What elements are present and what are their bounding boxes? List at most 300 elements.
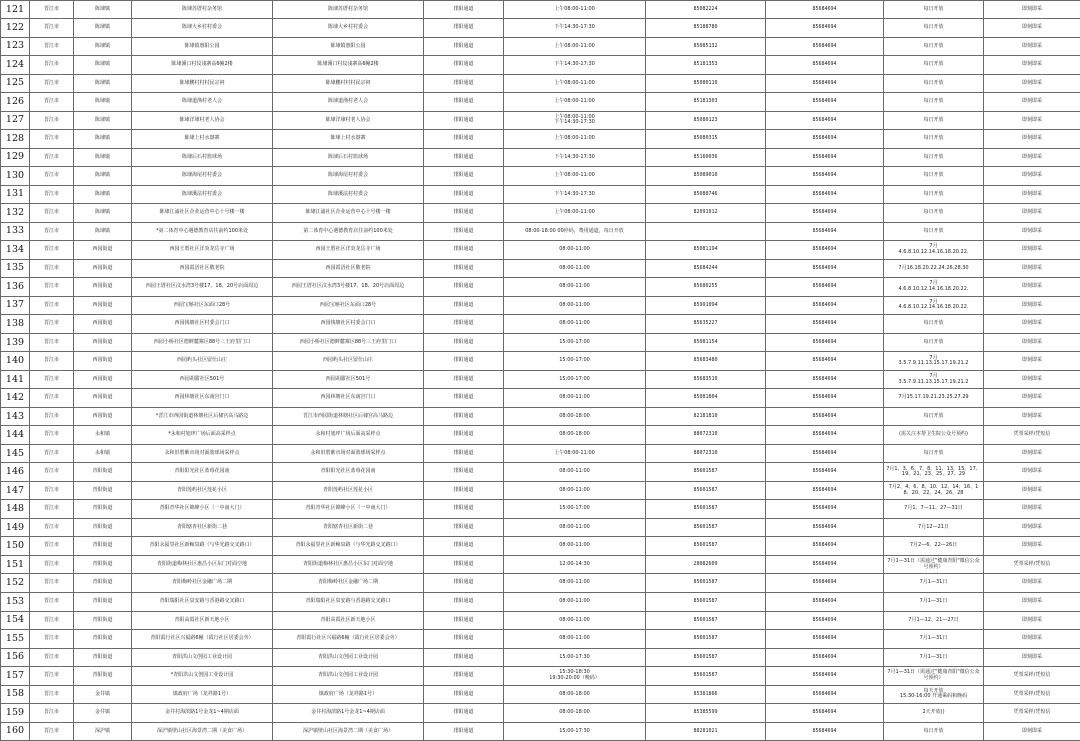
cell-row-number: 155 [1, 630, 30, 649]
cell-channel-type: 排阳通道 [424, 315, 504, 334]
cell-open-days: 每日开放 [884, 722, 984, 741]
table-row [1, 685, 1080, 704]
cell-channel-type: 排阳通道 [424, 685, 504, 704]
cell-contact-phone: 85601587 [646, 630, 766, 649]
cell-row-number: 122 [1, 19, 30, 38]
cell-town: 青阳街道 [74, 648, 132, 667]
cell-town: 西园街道 [74, 333, 132, 352]
cell-contact-phone [646, 222, 766, 241]
cell-row-number: 132 [1, 204, 30, 223]
cell-open-days: 每日开放 [884, 148, 984, 167]
cell-hotline: 85684694 [766, 185, 884, 204]
cell-contact-phone: 88072310 [646, 444, 766, 463]
cell-hotline: 85684694 [766, 667, 884, 686]
cell-sampling-mode: 即刻即采 [984, 389, 1080, 408]
cell-site-address: 陈埭道渔村老人会 [273, 93, 424, 112]
cell-service-hours: 上午08:00-11:00 [504, 204, 646, 223]
cell-town: 陈埭镇 [74, 130, 132, 149]
cell-site-name: 陈埭大乡村村委会 [132, 19, 273, 38]
cell-hotline: 85684694 [766, 1, 884, 19]
table-row [1, 574, 1080, 593]
cell-sampling-mode: 即刻即采 [984, 241, 1080, 260]
cell-site-name: 西园王厝社区洋炎龙岳寺广场 [132, 241, 273, 260]
cell-open-days: 7月1—31日 [884, 630, 984, 649]
cell-service-hours: 08:00-11:00 [504, 241, 646, 260]
cell-contact-phone: 85991094 [646, 296, 766, 315]
cell-hotline: 85684694 [766, 722, 884, 741]
cell-site-name: 陈埭镇惠阳公园 [132, 37, 273, 56]
cell-town: 青阳街道 [74, 574, 132, 593]
cell-contact-phone: 85081154 [646, 333, 766, 352]
cell-hotline: 85684694 [766, 222, 884, 241]
cell-service-hours: 15:00-17:30 [504, 648, 646, 667]
cell-site-address: 陈埭大乡村村委会 [273, 19, 424, 38]
cell-town: 青阳街道 [74, 500, 132, 519]
cell-channel-type: 排阳通道 [424, 278, 504, 297]
cell-site-address: 青阳阳光社区蓝莓花园南 [273, 463, 424, 482]
table-row [1, 630, 1080, 649]
cell-city: 晋江市 [30, 574, 74, 593]
cell-site-name: 青阳辖青社区新街二巷 [132, 518, 273, 537]
cell-town: 西园街道 [74, 389, 132, 408]
cell-row-number: 152 [1, 574, 30, 593]
cell-sampling-mode: 即刻即采 [984, 352, 1080, 371]
cell-contact-phone: 85601587 [646, 500, 766, 519]
cell-service-hours: 15:00-17:00 [504, 352, 646, 371]
cell-city: 晋江市 [30, 167, 74, 186]
cell-open-days: 7月1—12、21—27日 [884, 611, 984, 630]
table-row [1, 315, 1080, 334]
cell-row-number: 146 [1, 463, 30, 482]
cell-site-name: 西园屿头社区留仕山庄 [132, 352, 273, 371]
table-row [1, 370, 1080, 389]
cell-channel-type: 排阳通道 [424, 500, 504, 519]
cell-site-address: 青阳高霞社区新天地小区 [273, 611, 424, 630]
table-row [1, 463, 1080, 482]
cell-channel-type: 排阳通道 [424, 167, 504, 186]
cell-contact-phone: 85684244 [646, 259, 766, 278]
cell-site-address: 镇政府广场（龙祥路1号） [273, 685, 424, 704]
cell-site-name: 陈埭道渔村老人会 [132, 93, 273, 112]
cell-site-name: 陈埭溪口村坟浅寨高6幢2楼 [132, 56, 273, 75]
cell-sampling-mode: 即刻即采 [984, 130, 1080, 149]
cell-service-hours: 08:00-18:00 [504, 407, 646, 426]
cell-town: 陈埭镇 [74, 93, 132, 112]
cell-site-address: 金井村海滨路1号金龙1~4期店面 [273, 704, 424, 723]
cell-row-number: 127 [1, 111, 30, 130]
cell-service-hours: 08:00-11:00 [504, 296, 646, 315]
cell-contact-phone: 85385599 [646, 704, 766, 723]
cell-hotline: 85684694 [766, 130, 884, 149]
cell-open-days: 7月 4.6.8.10.12.14.16.18.20.22. [884, 241, 984, 260]
cell-service-hours: 上午08:00-11:00 [504, 37, 646, 56]
cell-row-number: 160 [1, 722, 30, 741]
cell-channel-type: 排阳通道 [424, 611, 504, 630]
cell-city: 晋江市 [30, 592, 74, 611]
cell-site-name: 西园林塘社区东南宫门口 [132, 389, 273, 408]
cell-contact-phone: 85082224 [646, 1, 766, 19]
cell-city: 晋江市 [30, 93, 74, 112]
cell-site-address: 西园小桥社区德鲜麓寨区88号三王府里门口 [273, 333, 424, 352]
cell-row-number: 147 [1, 481, 30, 500]
cell-channel-type: 排阳通道 [424, 444, 504, 463]
cell-open-days: 每日开放 [884, 333, 984, 352]
cell-hotline: 85684694 [766, 241, 884, 260]
cell-channel-type: 排阳通道 [424, 370, 504, 389]
cell-open-days: 7月12—21日 [884, 518, 984, 537]
cell-channel-type: 排阳通道 [424, 555, 504, 574]
cell-city: 晋江市 [30, 111, 74, 130]
cell-contact-phone: 85080110 [646, 74, 766, 93]
cell-site-address: 陈埭后石村篮球场 [273, 148, 424, 167]
cell-row-number: 135 [1, 259, 30, 278]
cell-city: 晋江市 [30, 537, 74, 556]
cell-open-days: 2天开放() [884, 704, 984, 723]
cell-sampling-mode: 即刻即采 [984, 537, 1080, 556]
cell-service-hours: 下午14:30-17:30 [504, 185, 646, 204]
table-row [1, 148, 1080, 167]
cell-open-days: 每日开放 [884, 74, 984, 93]
cell-site-name: 青阳瑞阳社区泉安路与香港路交叉路口 [132, 592, 273, 611]
cell-row-number: 137 [1, 296, 30, 315]
cell-site-address: 陈埭镇惠阳公园 [273, 37, 424, 56]
cell-channel-type: 排阳通道 [424, 74, 504, 93]
cell-row-number: 131 [1, 185, 30, 204]
cell-contact-phone: 85181353 [646, 56, 766, 75]
table-row [1, 648, 1080, 667]
cell-row-number: 141 [1, 370, 30, 389]
cell-town: 西园街道 [74, 352, 132, 371]
cell-site-address: 陈埭江浦社区企业运营中心十号楼一楼 [273, 204, 424, 223]
cell-site-name: 青阳永福里社区新鲸泉路（与华光路交叉路口） [132, 537, 273, 556]
cell-site-address: 深沪镇壁山社区海景湾二期（美食广场） [273, 722, 424, 741]
cell-sampling-mode: 即刻即采 [984, 315, 1080, 334]
cell-hotline: 85684694 [766, 333, 884, 352]
cell-row-number: 144 [1, 426, 30, 445]
cell-channel-type: 排阳通道 [424, 352, 504, 371]
cell-site-address: 陈埭溪口村坟浅寨高6幢2楼 [273, 56, 424, 75]
cell-row-number: 157 [1, 667, 30, 686]
cell-city: 晋江市 [30, 648, 74, 667]
cell-site-name: 陈埭溪法村村委会 [132, 185, 273, 204]
cell-sampling-mode: 即刻即采 [984, 278, 1080, 297]
cell-channel-type: 排阳通道 [424, 630, 504, 649]
cell-contact-phone: 85181303 [646, 93, 766, 112]
cell-open-days: 7月 4.6.8.10.12.14.16.18.20.22. [884, 296, 984, 315]
cell-site-address: 青阳洪山文创园工业设计园 [273, 648, 424, 667]
cell-site-address: 陈埭洋埭村老人协会 [273, 111, 424, 130]
cell-channel-type: 排阳通道 [424, 222, 504, 241]
cell-row-number: 156 [1, 648, 30, 667]
cell-hotline: 85684694 [766, 370, 884, 389]
table-row [1, 37, 1080, 56]
cell-site-name: *青阳洪山文创园工业设计园 [132, 667, 273, 686]
cell-city: 晋江市 [30, 241, 74, 260]
cell-site-name: 西园小桥社区德鲜麓寨区88号三王府里门口 [132, 333, 273, 352]
cell-city: 晋江市 [30, 444, 74, 463]
cell-contact-phone: 85089010 [646, 167, 766, 186]
cell-open-days: 7月2—6、22—26日 [884, 537, 984, 556]
table-row [1, 667, 1080, 686]
cell-open-days: 7月1—31日（需通过"健康青阳"微信公众号预约） [884, 667, 984, 686]
cell-town: 青阳街道 [74, 518, 132, 537]
cell-sampling-mode: 即刻即采 [984, 1, 1080, 19]
table-row [1, 555, 1080, 574]
cell-site-name: 陈埭海尾村村委会 [132, 167, 273, 186]
cell-site-address: 青阳青华社区锦峰小区（一中南大门） [273, 500, 424, 519]
cell-city: 晋江市 [30, 222, 74, 241]
cell-service-hours: 12:00-14:30 [504, 555, 646, 574]
cell-town: 陈埭镇 [74, 148, 132, 167]
cell-site-address: 西园屿头社区留仕山庄 [273, 352, 424, 371]
cell-site-name: 镇政府广场（龙祥路1号） [132, 685, 273, 704]
cell-site-address: 青阳洪山文创园工业设计园 [273, 667, 424, 686]
cell-site-address: 西园王厝社区汶水湾3号楼17、18、20号店面周边 [273, 278, 424, 297]
cell-service-hours: 08:00-11:00 [504, 518, 646, 537]
cell-hotline: 85684694 [766, 352, 884, 371]
cell-city: 晋江市 [30, 722, 74, 741]
table-row [1, 19, 1080, 38]
cell-site-address: 第二体育中心遇德教育店往前约100米处 [273, 222, 424, 241]
cell-service-hours: 08:00-11:00 [504, 389, 646, 408]
table-row [1, 407, 1080, 426]
cell-open-days: 每日开放 [884, 315, 984, 334]
cell-open-days: 每日开放 [884, 204, 984, 223]
cell-site-name: 青阳霞行社区兴福路6幢（霞行社区居委会旁） [132, 630, 273, 649]
cell-channel-type: 排阳通道 [424, 667, 504, 686]
cell-site-name: 青阳洪山文创园工业设计园 [132, 648, 273, 667]
cell-open-days: 7月 3.5.7.9.11.13.15.17.19.21.2 [884, 370, 984, 389]
cell-city: 晋江市 [30, 315, 74, 334]
cell-row-number: 148 [1, 500, 30, 519]
cell-town: 西园街道 [74, 241, 132, 260]
cell-channel-type: 排阳通道 [424, 130, 504, 149]
cell-site-name: 陈埭苏厝村杂务馆 [132, 1, 273, 19]
cell-hotline: 85684694 [766, 518, 884, 537]
cell-hotline: 85684694 [766, 574, 884, 593]
cell-hotline: 85684694 [766, 74, 884, 93]
cell-hotline: 85684694 [766, 611, 884, 630]
cell-row-number: 129 [1, 148, 30, 167]
table-row [1, 500, 1080, 519]
cell-town: 青阳街道 [74, 537, 132, 556]
cell-hotline: 85684694 [766, 630, 884, 649]
cell-sampling-mode: 凭票采样/凭短信 [984, 426, 1080, 445]
cell-site-address: 永和旧厝紫市场对面篮球场采样点 [273, 444, 424, 463]
cell-site-name: 青阳阳光社区蓝莓花园南 [132, 463, 273, 482]
cell-service-hours: 上午08:00-11:00 [504, 1, 646, 19]
cell-open-days: 7月15.17.19.21.23.25.27.29 [884, 389, 984, 408]
cell-sampling-mode: 即刻即采 [984, 592, 1080, 611]
cell-hotline: 85684694 [766, 426, 884, 445]
table-row [1, 204, 1080, 223]
cell-contact-phone: 85080746 [646, 185, 766, 204]
cell-sampling-mode: 即刻即采 [984, 296, 1080, 315]
cell-row-number: 142 [1, 389, 30, 408]
cell-contact-phone: 85601587 [646, 667, 766, 686]
cell-sampling-mode: 即刻即采 [984, 370, 1080, 389]
cell-service-hours: 08:00-11:00 [504, 481, 646, 500]
cell-site-address: 青阳街道梅林社区惠昌小区东门对面空地 [273, 555, 424, 574]
cell-row-number: 159 [1, 704, 30, 723]
cell-site-name: 青阳莲屿社区莲花小区 [132, 481, 273, 500]
cell-city: 晋江市 [30, 148, 74, 167]
cell-row-number: 128 [1, 130, 30, 149]
cell-sampling-mode: 即刻即采 [984, 574, 1080, 593]
cell-city: 晋江市 [30, 74, 74, 93]
cell-channel-type: 排阳通道 [424, 463, 504, 482]
cell-service-hours: 08:00-11:00 [504, 278, 646, 297]
cell-sampling-mode: 即刻即采 [984, 463, 1080, 482]
table-row [1, 537, 1080, 556]
cell-city: 晋江市 [30, 611, 74, 630]
table-row [1, 74, 1080, 93]
cell-city: 晋江市 [30, 481, 74, 500]
cell-channel-type: 排阳通道 [424, 148, 504, 167]
cell-open-days: 每日开放 [884, 407, 984, 426]
cell-row-number: 158 [1, 685, 30, 704]
cell-site-address: 西园胡甜社区501号 [273, 370, 424, 389]
cell-row-number: 134 [1, 241, 30, 260]
cell-hotline: 85684694 [766, 648, 884, 667]
cell-contact-phone: 85188780 [646, 19, 766, 38]
cell-channel-type: 排阳通道 [424, 518, 504, 537]
table-row [1, 722, 1080, 741]
cell-channel-type: 排阳通道 [424, 111, 504, 130]
cell-site-name: 西园宝斛社区东面口28号 [132, 296, 273, 315]
cell-open-days: 每日开放 [884, 130, 984, 149]
cell-row-number: 126 [1, 93, 30, 112]
cell-sampling-mode: 即刻即采 [984, 93, 1080, 112]
cell-channel-type: 排阳通道 [424, 1, 504, 19]
cell-row-number: 125 [1, 74, 30, 93]
cell-town: 西园街道 [74, 296, 132, 315]
cell-sampling-mode: 即刻即采 [984, 19, 1080, 38]
cell-city: 晋江市 [30, 555, 74, 574]
cell-site-name: 西园王厝社区汶水湾3号楼17、18、20号店面周边 [132, 278, 273, 297]
cell-sampling-mode: 即刻即采 [984, 611, 1080, 630]
cell-city: 晋江市 [30, 667, 74, 686]
cell-open-days: 每日开放 [884, 222, 984, 241]
cell-open-days: 7月1—31日 [884, 574, 984, 593]
cell-hotline: 85684694 [766, 148, 884, 167]
cell-sampling-mode: 即刻即采 [984, 222, 1080, 241]
cell-hotline: 85684694 [766, 481, 884, 500]
cell-town: 西园街道 [74, 278, 132, 297]
cell-channel-type: 排阳通道 [424, 259, 504, 278]
cell-contact-phone: 85601587 [646, 463, 766, 482]
cell-city: 晋江市 [30, 500, 74, 519]
cell-site-name: 陈埭上村水寮寨 [132, 130, 273, 149]
cell-service-hours: 08:00-11:00 [504, 611, 646, 630]
cell-city: 晋江市 [30, 278, 74, 297]
cell-city: 晋江市 [30, 185, 74, 204]
cell-site-address: 青阳梅岭社区金融广场二期 [273, 574, 424, 593]
table-row [1, 444, 1080, 463]
cell-open-days: 7月16.18.20.22.24.26.28.30 [884, 259, 984, 278]
cell-city: 晋江市 [30, 130, 74, 149]
table-row [1, 704, 1080, 723]
cell-town: 陈埭镇 [74, 74, 132, 93]
cell-site-name: 永和旧厝紫市场对面篮球场采样点 [132, 444, 273, 463]
cell-site-address: 西园宝斛社区东面口28号 [273, 296, 424, 315]
cell-site-address: 永和村旭坪广场后面高采样点 [273, 426, 424, 445]
cell-hotline: 85684694 [766, 19, 884, 38]
cell-site-name: 陈埭后石村篮球场 [132, 148, 273, 167]
cell-city: 晋江市 [30, 370, 74, 389]
cell-sampling-mode: 即刻即采 [984, 722, 1080, 741]
cell-contact-phone: 82091912 [646, 204, 766, 223]
cell-contact-phone: 85160036 [646, 148, 766, 167]
cell-hotline: 85684694 [766, 296, 884, 315]
cell-service-hours: 08:00-11:00 [504, 592, 646, 611]
cell-contact-phone: 85085132 [646, 37, 766, 56]
cell-service-hours: 08:00-11:00 [504, 259, 646, 278]
cell-town: 陈埭镇 [74, 37, 132, 56]
cell-row-number: 121 [1, 1, 30, 19]
cell-site-address: 陈埭溪法村村委会 [273, 185, 424, 204]
cell-site-address: 青阳辖青社区新街二巷 [273, 518, 424, 537]
cell-town: 西园街道 [74, 370, 132, 389]
cell-city: 晋江市 [30, 630, 74, 649]
cell-city: 晋江市 [30, 56, 74, 75]
cell-town: 青阳街道 [74, 667, 132, 686]
cell-hotline: 85684694 [766, 537, 884, 556]
cell-city: 晋江市 [30, 685, 74, 704]
cell-town: 深沪镇 [74, 722, 132, 741]
cell-site-name: 陈埭鹏村村村民宗祠 [132, 74, 273, 93]
cell-city: 晋江市 [30, 296, 74, 315]
cell-sampling-mode: 即刻即采 [984, 204, 1080, 223]
cell-service-hours: 08:00-11:00 [504, 463, 646, 482]
cell-service-hours: 上午08:00-11:00 [504, 444, 646, 463]
cell-town: 陈埭镇 [74, 19, 132, 38]
cell-contact-phone: 85601587 [646, 518, 766, 537]
cell-site-address: 西园王厝社区洋炎龙岳寺广场 [273, 241, 424, 260]
cell-town: 金井镇 [74, 704, 132, 723]
table-row [1, 111, 1080, 130]
cell-row-number: 154 [1, 611, 30, 630]
table-row [1, 93, 1080, 112]
cell-service-hours: 上午08:00-11:00 [504, 93, 646, 112]
cell-sampling-mode: 即刻即采 [984, 333, 1080, 352]
cell-row-number: 130 [1, 167, 30, 186]
cell-row-number: 150 [1, 537, 30, 556]
cell-site-address: 陈埭苏厝村杂务馆 [273, 1, 424, 19]
table-row [1, 259, 1080, 278]
cell-row-number: 136 [1, 278, 30, 297]
cell-site-name: 青阳梅岭社区金融广场二期 [132, 574, 273, 593]
cell-site-name: *晋江市西园街道林塘社区后棣宫高马路边 [132, 407, 273, 426]
cell-city: 晋江市 [30, 333, 74, 352]
cell-contact-phone: 28082609 [646, 555, 766, 574]
cell-open-days: 每日开放 [884, 185, 984, 204]
table-row [1, 185, 1080, 204]
cell-service-hours: 08:00-18:00 [504, 685, 646, 704]
table-row [1, 481, 1080, 500]
cell-contact-phone: 88281021 [646, 722, 766, 741]
cell-sampling-mode: 即刻即采 [984, 630, 1080, 649]
cell-site-name: 西园胡甜社区501号 [132, 370, 273, 389]
cell-service-hours: 08:00-11:00 [504, 574, 646, 593]
cell-hotline: 85684694 [766, 704, 884, 723]
cell-contact-phone: 85081804 [646, 389, 766, 408]
cell-channel-type: 排阳通道 [424, 426, 504, 445]
cell-sampling-mode: 即刻即采 [984, 185, 1080, 204]
cell-site-address: 西园钱塘社区村委会门口 [273, 315, 424, 334]
cell-channel-type: 排阳通道 [424, 19, 504, 38]
cell-hotline: 85684694 [766, 463, 884, 482]
